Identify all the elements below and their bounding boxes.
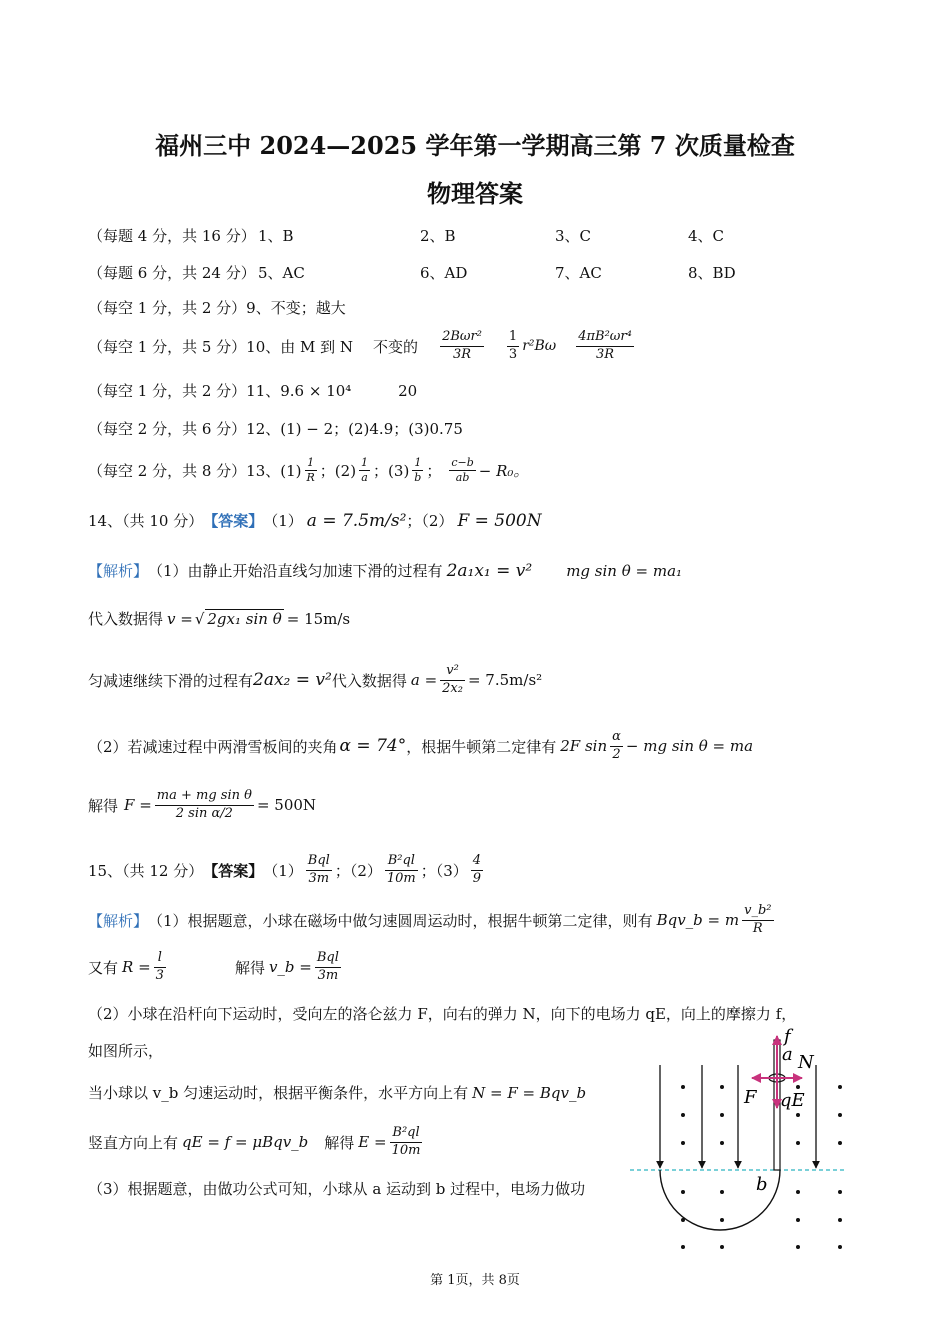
q14-line-5-text: 解得 (88, 796, 119, 815)
q15-answer-tag: 【答案】 (203, 861, 264, 880)
q15-ans2-den: 10m (386, 870, 416, 886)
q15-line-6-text-2: 解得 (324, 1133, 355, 1152)
q15-line-2-text-2: 解得 (234, 958, 265, 977)
q14-line-4-frac-num: α (610, 729, 623, 746)
page-subtitle: 物理答案 (427, 179, 523, 208)
q14-line-5-frac-den: 2 sin α/2 (175, 805, 233, 821)
q15-line-1-frac-num: v_b² (742, 903, 773, 920)
answer-13-tail: − R₀。 (478, 461, 529, 480)
q14-ans1-label: （1） (263, 512, 303, 530)
answer-11-b: 20 (398, 382, 418, 400)
q14-line-2-eq-a: v = (167, 610, 193, 628)
q15-line-4: 如图所示， (88, 1042, 164, 1060)
answer-10-frac-2 (507, 329, 519, 363)
q14-line-3-eq-1: 2ax₂ = v² (253, 670, 332, 690)
answer-13-frac-4 (449, 456, 475, 485)
q14-line-3 (88, 658, 542, 702)
answer-13-frac-3-num: 1 (412, 456, 423, 471)
q14-line-4-eq-2a: 2F sin (560, 737, 608, 755)
label-N: N (798, 1052, 814, 1073)
q14-line-4 (88, 724, 753, 768)
q15-line-5-eq: N = F = Bqv_b (472, 1084, 587, 1102)
q14-line-5-frac (155, 788, 254, 822)
page-footer: 第 1页，共 8页 (430, 1273, 520, 1288)
answer-13-frac-3-den: b (414, 470, 422, 484)
q15-ans3-frac (471, 853, 483, 887)
q15-line-7: （3）根据题意，由做功公式可知，小球从 a 运动到 b 过程中，电场力做功 (88, 1180, 586, 1198)
answer-13-frac-1 (305, 456, 317, 485)
q15-line-6-frac (390, 1125, 423, 1159)
q14-line-3-frac-num: v² (440, 663, 465, 680)
answer-13-frac-2-den: a (361, 470, 368, 484)
page-title: 福州三中 2024—2025 学年第一学期高三第 7 次质量检查 (155, 131, 795, 160)
q15-line-2-frac-2 (315, 950, 341, 984)
answer-4: 4、C (688, 227, 725, 245)
magnetic-field-dots (681, 1085, 842, 1249)
q14-line-3-frac (440, 663, 465, 697)
answer-11-prefix: （每空 1 分，共 2 分）11、9.6 × 10⁴ (88, 382, 352, 400)
q14-ans2: F = 500N (457, 511, 542, 531)
answer-13 (88, 452, 528, 488)
answer-13-frac-2-num: 1 (361, 455, 369, 469)
q15-ans2-num: B²ql (385, 853, 418, 870)
q15-line-1-eq-a: Bqv_b = m (656, 911, 740, 929)
answer-13-frac-1-den: R (306, 470, 315, 484)
answer-10-prefix: （每空 1 分，共 5 分）10、由 M 到 N (88, 337, 354, 356)
q14-answer-line (88, 510, 542, 531)
sqrt-sign: √ (194, 610, 205, 628)
q15-analysis-tag: 【解析】 (88, 911, 149, 930)
answer-11 (88, 380, 417, 401)
answer-7: 7、AC (555, 264, 602, 282)
q15-line-2-text-1: 又有 (88, 958, 119, 977)
q14-line-3-eq-2b: = 7.5m/s² (467, 671, 543, 689)
q14-line-5-frac-num: ma + mg sin θ (155, 788, 254, 805)
answer-10-mid: 不变的 (373, 337, 419, 356)
q15-line-2 (88, 945, 344, 989)
answer-13-sep: ； (426, 461, 442, 480)
q14-line-5-eq-b: = 500N (256, 796, 317, 814)
q15-line-1-text: （1）根据题意，小球在磁场中做匀速圆周运动时，根据牛顿第二定律，则有 (148, 911, 653, 930)
answer-13-frac-4-num: c−b (451, 455, 474, 469)
label-a: a (782, 1044, 793, 1065)
q15-ans2-frac (385, 853, 418, 887)
choice-group-2: （每题 6 分，共 24 分） (88, 264, 256, 282)
q15-line-2-frac-2-num: Bql (315, 950, 341, 967)
q14-answer-tag: 【答案】 (203, 512, 264, 530)
answer-8: 8、BD (688, 264, 736, 282)
q14-line-5 (88, 776, 316, 834)
q15-line-3: （2）小球在沿杆向下运动时，受向左的洛仑兹力 F，向右的弹力 N，向下的电场力 qE，向上的摩擦力 f， (88, 1005, 797, 1023)
answer-10-frac-3-num: 4πB²ωr⁴ (576, 329, 634, 346)
answer-2: 2、B (420, 227, 456, 245)
answer-10-tail: r²Bω (522, 338, 557, 354)
answer-10-frac-3 (576, 329, 634, 363)
q15-line-1-frac (742, 903, 773, 937)
q14-line-4-eq-2b: − mg sin θ = ma (625, 737, 754, 755)
answer-5: 5、AC (258, 264, 305, 282)
q15-ans1-label: （1） (263, 861, 303, 880)
answer-1: 1、B (258, 227, 294, 245)
q15-line-6-eq-1: qE = f = μBqv_b (182, 1133, 309, 1151)
choice-group-1: （每题 4 分，共 16 分） (88, 227, 256, 245)
q14-line-3-frac-den: 2x₂ (442, 680, 463, 696)
q15-line-6-text-1: 竖直方向上有 (88, 1133, 179, 1152)
q14-line-2-root: 2gx₁ sin θ (207, 610, 282, 628)
answer-3: 3、C (555, 227, 592, 245)
answer-13-prefix: （每空 2 分，共 8 分）13、(1) (88, 461, 302, 480)
answer-13-frac-4-den: ab (455, 470, 470, 484)
q15-ans2-label: ；（2） (334, 861, 382, 880)
q14-line-3-text-1: 匀减速继续下滑的过程有 (88, 671, 254, 690)
q15-line-6 (88, 1120, 425, 1164)
answer-10-frac-3-den: 3R (595, 346, 615, 362)
q15-line-1 (88, 898, 777, 942)
answer-10-frac-2-num: 1 (507, 329, 519, 346)
q14-line-3-eq-2a: a = (410, 671, 438, 689)
q15-line-5-text: 当小球以 v_b 匀速运动时，根据平衡条件，水平方向上有 (88, 1084, 469, 1102)
answer-13-frac-3 (412, 456, 423, 485)
q14-line-1 (88, 560, 682, 581)
q15-line-2-frac-1 (154, 950, 166, 984)
q14-line-4-eq-1: α = 74° (339, 736, 407, 756)
q15-ans3-label: ；（3） (420, 861, 468, 880)
q14-line-4-text-1: （2）若减速过程中两滑雪板间的夹角 (88, 737, 338, 756)
q15-ans1-frac (306, 853, 332, 887)
q15-line-2-frac-1-num: l (154, 950, 166, 967)
label-b: b (756, 1174, 768, 1195)
answer-13-part-2: ；(2) (319, 461, 357, 480)
q14-line-2 (88, 608, 350, 629)
answer-12: （每空 2 分，共 6 分）12、(1) − 2；(2)4.9；(3)0.75 (88, 420, 463, 438)
q15-head: 15、（共 12 分） (88, 861, 204, 880)
label-f: f (784, 1026, 791, 1047)
q14-line-4-frac (610, 729, 623, 763)
answer-10-frac-2-den: 3 (508, 346, 518, 362)
q14-analysis-tag: 【解析】 (88, 562, 149, 580)
q15-line-2-frac-1-den: 3 (155, 967, 164, 983)
answer-6: 6、AD (420, 264, 468, 282)
q15-line-2-frac-2-den: 3m (317, 967, 339, 983)
q14-line-1-eq-1: 2a₁x₁ = v² (446, 561, 533, 581)
q15-line-6-frac-num: B²ql (390, 1125, 423, 1142)
answer-13-frac-1-num: 1 (305, 456, 317, 471)
q14-line-1-eq-2: mg sin θ = ma₁ (566, 562, 683, 580)
q15-ans1-den: 3m (308, 870, 330, 886)
q15-line-6-frac-den: 10m (391, 1142, 421, 1158)
answer-10-frac-1 (440, 329, 484, 363)
answer-10 (88, 326, 637, 366)
answer-13-frac-2 (359, 456, 370, 485)
q14-line-2-text: 代入数据得 (88, 610, 164, 628)
q14-line-2-eq-b: = 15m/s (286, 610, 351, 628)
q15-answer-line (88, 848, 486, 892)
q14-head: 14、（共 10 分） (88, 512, 204, 530)
label-F: F (744, 1087, 757, 1108)
q15-line-1-frac-den: R (752, 920, 763, 936)
q15-ans3-den: 9 (472, 870, 482, 886)
q15-line-5 (88, 1082, 586, 1103)
answer-10-frac-1-den: 3R (452, 346, 472, 362)
answer-10-frac-1-num: 2Bωr² (440, 329, 484, 346)
q14-line-4-text-2: ，根据牛顿第二定律有 (406, 737, 557, 756)
q15-line-2-eq-1a: R = (122, 958, 151, 976)
answer-9: （每空 1 分，共 2 分）9、不变；越大 (88, 299, 346, 317)
q14-line-3-text-2: 代入数据得 (331, 671, 407, 690)
q14-line-4-frac-den: 2 (612, 746, 621, 762)
q15-line-2-eq-2a: v_b = (268, 958, 312, 976)
q14-ans2-label: ；（2） (406, 512, 454, 530)
q15-line-6-eq-2a: E = (358, 1133, 387, 1151)
answer-13-part-3: ；(3) (373, 461, 410, 480)
q15-ans1-num: Bql (306, 853, 332, 870)
physics-diagram (630, 1020, 850, 1260)
q14-line-1-text: （1）由静止开始沿直线匀加速下滑的过程有 (148, 562, 443, 580)
q14-line-5-eq-a: F = (124, 796, 152, 814)
label-qE: qE (780, 1090, 805, 1111)
q14-ans1: a = 7.5m/s² (306, 511, 407, 531)
q15-ans3-num: 4 (471, 853, 483, 870)
